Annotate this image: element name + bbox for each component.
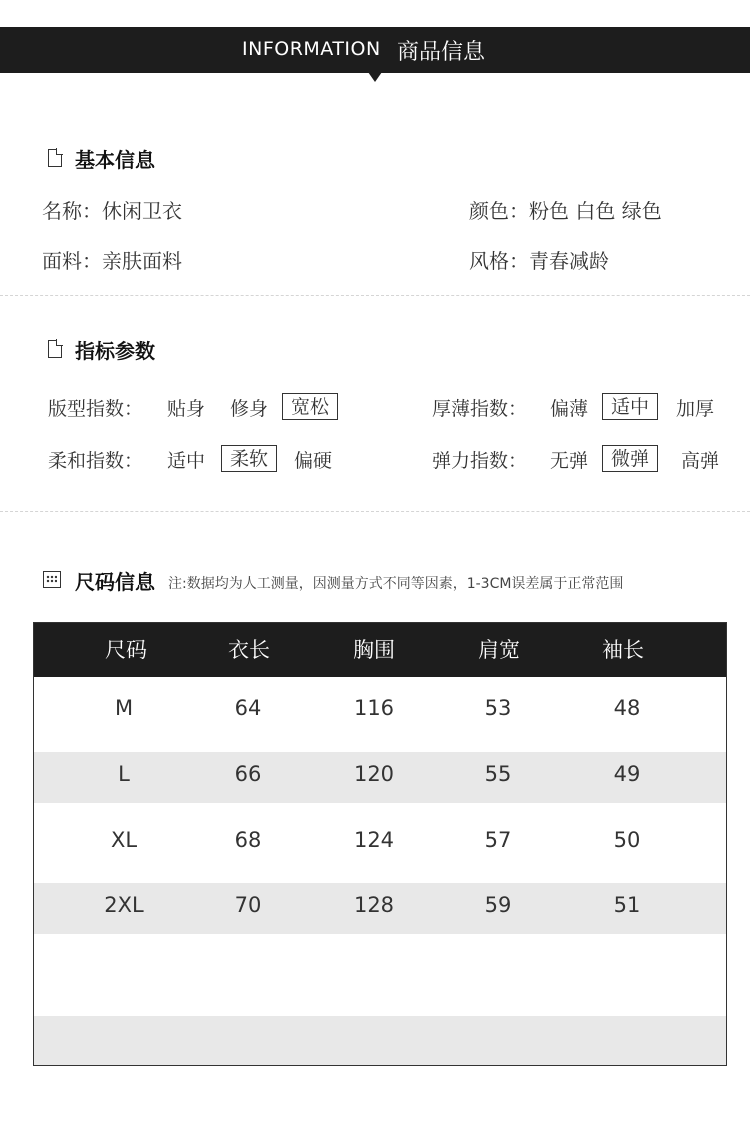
table-cell: 50 — [613, 828, 641, 852]
table-cell: 116 — [353, 696, 395, 720]
table-cell: 59 — [484, 893, 512, 917]
basic-info-title: 基本信息 — [75, 148, 155, 172]
column-header: 衣长 — [228, 638, 270, 662]
fit-option: 修身 — [230, 398, 269, 420]
table-row-empty — [34, 934, 726, 1016]
product-name: 名称：休闲卫衣 — [42, 199, 182, 223]
softness-index-label: 柔和指数： — [48, 450, 144, 472]
index-title: 指标参数 — [75, 339, 155, 363]
table-cell: 128 — [353, 893, 395, 917]
elasticity-option-selected: 微弹 — [602, 445, 658, 472]
table-cell: 49 — [613, 762, 641, 786]
product-colors: 颜色：粉色 白色 绿色 — [469, 199, 662, 223]
table-row — [34, 752, 726, 803]
table-cell: M — [114, 696, 134, 720]
elasticity-option: 无弹 — [550, 450, 589, 472]
thickness-option: 加厚 — [676, 398, 715, 420]
thickness-option: 偏薄 — [550, 398, 589, 420]
softness-option: 偏硬 — [294, 450, 333, 472]
section-divider — [0, 511, 750, 512]
fit-index-label: 版型指数： — [48, 398, 144, 420]
table-row — [34, 803, 726, 883]
table-cell: 68 — [234, 828, 262, 852]
header-title-en: INFORMATION — [242, 38, 381, 60]
softness-option-selected: 柔软 — [221, 445, 277, 472]
table-cell: 66 — [234, 762, 262, 786]
table-cell: L — [118, 762, 130, 786]
thickness-index-label: 厚薄指数： — [432, 398, 528, 420]
product-style: 风格：青春减龄 — [469, 249, 609, 273]
table-cell: 2XL — [104, 893, 144, 917]
calendar-icon — [43, 571, 61, 588]
column-header: 肩宽 — [478, 638, 520, 662]
column-header: 袖长 — [602, 638, 644, 662]
table-row — [34, 883, 726, 934]
document-icon — [48, 149, 62, 167]
table-cell: 64 — [234, 696, 262, 720]
size-note: 注:数据均为人工测量，因测量方式不同等因素，1-3CM误差属于正常范围 — [168, 576, 624, 592]
elasticity-index-label: 弹力指数： — [432, 450, 528, 472]
product-fabric: 面料：亲肤面料 — [42, 249, 182, 273]
table-cell: 53 — [484, 696, 512, 720]
table-cell: 70 — [234, 893, 262, 917]
document-icon — [48, 340, 62, 358]
table-cell: 48 — [613, 696, 641, 720]
fit-option: 贴身 — [167, 398, 206, 420]
table-header — [34, 623, 726, 677]
column-header: 胸围 — [353, 638, 395, 662]
size-info-title: 尺码信息 — [75, 570, 155, 594]
elasticity-option: 高弹 — [681, 450, 720, 472]
fit-option-selected: 宽松 — [282, 393, 338, 420]
column-header: 尺码 — [105, 638, 147, 662]
header-title-cn: 商品信息 — [397, 40, 486, 65]
softness-option: 适中 — [167, 450, 206, 472]
section-divider — [0, 295, 750, 296]
table-row — [34, 677, 726, 752]
table-cell: XL — [110, 828, 138, 852]
banner-notch — [368, 72, 382, 82]
table-cell: 120 — [353, 762, 395, 786]
thickness-option-selected: 适中 — [602, 393, 658, 420]
table-cell: 124 — [353, 828, 395, 852]
table-row-empty — [34, 1016, 726, 1065]
size-table — [33, 622, 727, 1066]
table-cell: 51 — [613, 893, 641, 917]
table-cell: 55 — [484, 762, 512, 786]
table-cell: 57 — [484, 828, 512, 852]
